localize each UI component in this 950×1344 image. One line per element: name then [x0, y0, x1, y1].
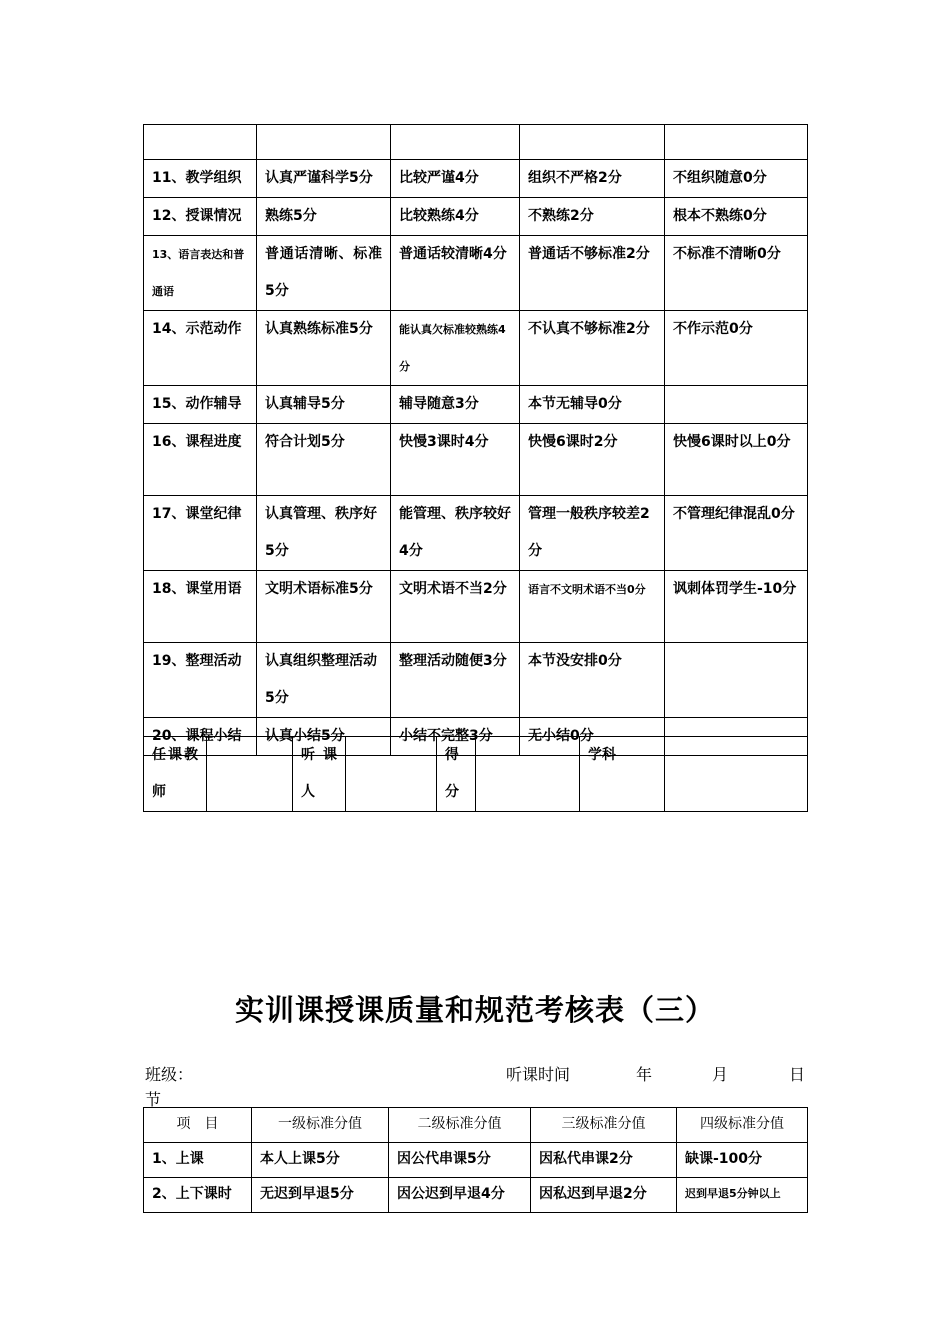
score-label: 得分 [437, 737, 476, 812]
assessment-table-part3 [143, 1107, 808, 1213]
level3-cell: 因私代串课2分 [531, 1143, 677, 1178]
item-cell: 2、上下课时 [144, 1178, 252, 1213]
level3-cell: 普通话不够标准2分 [520, 236, 665, 311]
table-row [144, 496, 808, 571]
year-label: 年 [636, 1065, 653, 1084]
column-header: 一级标准分值 [252, 1108, 389, 1143]
teacher-field [207, 737, 293, 812]
column-header: 四级标准分值 [677, 1108, 808, 1143]
level2-cell: 整理活动随便3分 [391, 643, 520, 718]
table-row [144, 424, 808, 496]
level4-cell: 不管理纪律混乱0分 [665, 496, 808, 571]
level1-cell: 文明术语标准5分 [257, 571, 391, 643]
level3-cell: 不认真不够标准2分 [520, 311, 665, 386]
table-row-empty [144, 125, 808, 160]
level2-cell: 能管理、秩序较好4分 [391, 496, 520, 571]
item-cell: 14、示范动作 [144, 311, 257, 386]
signature-footer-table [143, 736, 808, 812]
column-header: 项 目 [144, 1108, 252, 1143]
level4-cell: 根本不熟练0分 [665, 198, 808, 236]
level1-cell: 熟练5分 [257, 198, 391, 236]
item-cell: 1、上课 [144, 1143, 252, 1178]
level3-cell: 本节无辅导0分 [520, 386, 665, 424]
table-row [144, 198, 808, 236]
level1-cell: 认真辅导5分 [257, 386, 391, 424]
level3-cell: 本节没安排0分 [520, 643, 665, 718]
item-cell: 17、课堂纪律 [144, 496, 257, 571]
item-cell: 12、授课情况 [144, 198, 257, 236]
level2-cell: 文明术语不当2分 [391, 571, 520, 643]
level4-cell [665, 643, 808, 718]
assessment-table-part1 [143, 124, 808, 756]
subject-label: 学科 [580, 737, 665, 812]
table-row [144, 160, 808, 198]
level2-cell: 普通话较清晰4分 [391, 236, 520, 311]
level1-cell: 认真组织整理活动5分 [257, 643, 391, 718]
time-label: 听课时间 [506, 1065, 571, 1084]
table-row [144, 236, 808, 311]
level4-cell: 不标准不清晰0分 [665, 236, 808, 311]
level2-cell: 小结不完整3分 [391, 718, 520, 756]
level3-cell: 不熟练2分 [520, 198, 665, 236]
level1-cell: 认真管理、秩序好5分 [257, 496, 391, 571]
footer-row [144, 737, 808, 812]
level1-cell: 符合计划5分 [257, 424, 391, 496]
level4-cell: 缺课-100分 [677, 1143, 808, 1178]
level3-cell: 管理一般秩序较差2分 [520, 496, 665, 571]
table-row [144, 1143, 808, 1178]
listener-label: 听课人 [293, 737, 346, 812]
table-row [144, 311, 808, 386]
column-header: 二级标准分值 [389, 1108, 531, 1143]
table-row [144, 571, 808, 643]
listener-field [346, 737, 437, 812]
level1-cell: 认真小结5分 [257, 718, 391, 756]
item-cell: 13、语言表达和普通语 [144, 236, 257, 311]
table-row [144, 643, 808, 718]
level2-cell: 能认真欠标准较熟练4分 [391, 311, 520, 386]
item-cell: 11、教学组织 [144, 160, 257, 198]
level2-cell: 比较严谨4分 [391, 160, 520, 198]
column-header: 三级标准分值 [531, 1108, 677, 1143]
level3-cell: 语言不文明术语不当0分 [520, 571, 665, 643]
level4-cell: 讽刺体罚学生-10分 [665, 571, 808, 643]
level2-cell: 因公迟到早退4分 [389, 1178, 531, 1213]
class-label: 班级： [145, 1065, 194, 1084]
table-row [144, 1178, 808, 1213]
item-cell: 16、课程进度 [144, 424, 257, 496]
level1-cell: 认真严谨科学5分 [257, 160, 391, 198]
level4-cell: 迟到早退5分钟以上 [677, 1178, 808, 1213]
level3-cell: 因私迟到早退2分 [531, 1178, 677, 1213]
section-label: 节 [145, 1090, 162, 1109]
level4-cell: 快慢6课时以上0分 [665, 424, 808, 496]
level2-cell: 快慢3课时4分 [391, 424, 520, 496]
item-cell: 18、课堂用语 [144, 571, 257, 643]
level4-cell [665, 386, 808, 424]
item-cell: 15、动作辅导 [144, 386, 257, 424]
subject-field [665, 737, 808, 812]
level2-cell: 比较熟练4分 [391, 198, 520, 236]
level4-cell: 不作示范0分 [665, 311, 808, 386]
level1-cell: 无迟到早退5分 [252, 1178, 389, 1213]
level2-cell: 因公代串课5分 [389, 1143, 531, 1178]
day-label: 日 [789, 1065, 806, 1084]
level1-cell: 本人上课5分 [252, 1143, 389, 1178]
teacher-label: 任课教师 [144, 737, 207, 812]
level1-cell: 普通话清晰、标准5分 [257, 236, 391, 311]
score-field [476, 737, 580, 812]
item-cell: 20、课程小结 [144, 718, 257, 756]
level4-cell: 不组织随意0分 [665, 160, 808, 198]
month-label: 月 [712, 1065, 729, 1084]
table-header-row [144, 1108, 808, 1143]
item-cell: 19、整理活动 [144, 643, 257, 718]
level1-cell: 认真熟练标准5分 [257, 311, 391, 386]
level3-cell: 无小结0分 [520, 718, 665, 756]
level3-cell: 快慢6课时2分 [520, 424, 665, 496]
table-row [144, 386, 808, 424]
level3-cell: 组织不严格2分 [520, 160, 665, 198]
level2-cell: 辅导随意3分 [391, 386, 520, 424]
page-title: 实训课授课质量和规范考核表（三） [234, 993, 715, 1027]
